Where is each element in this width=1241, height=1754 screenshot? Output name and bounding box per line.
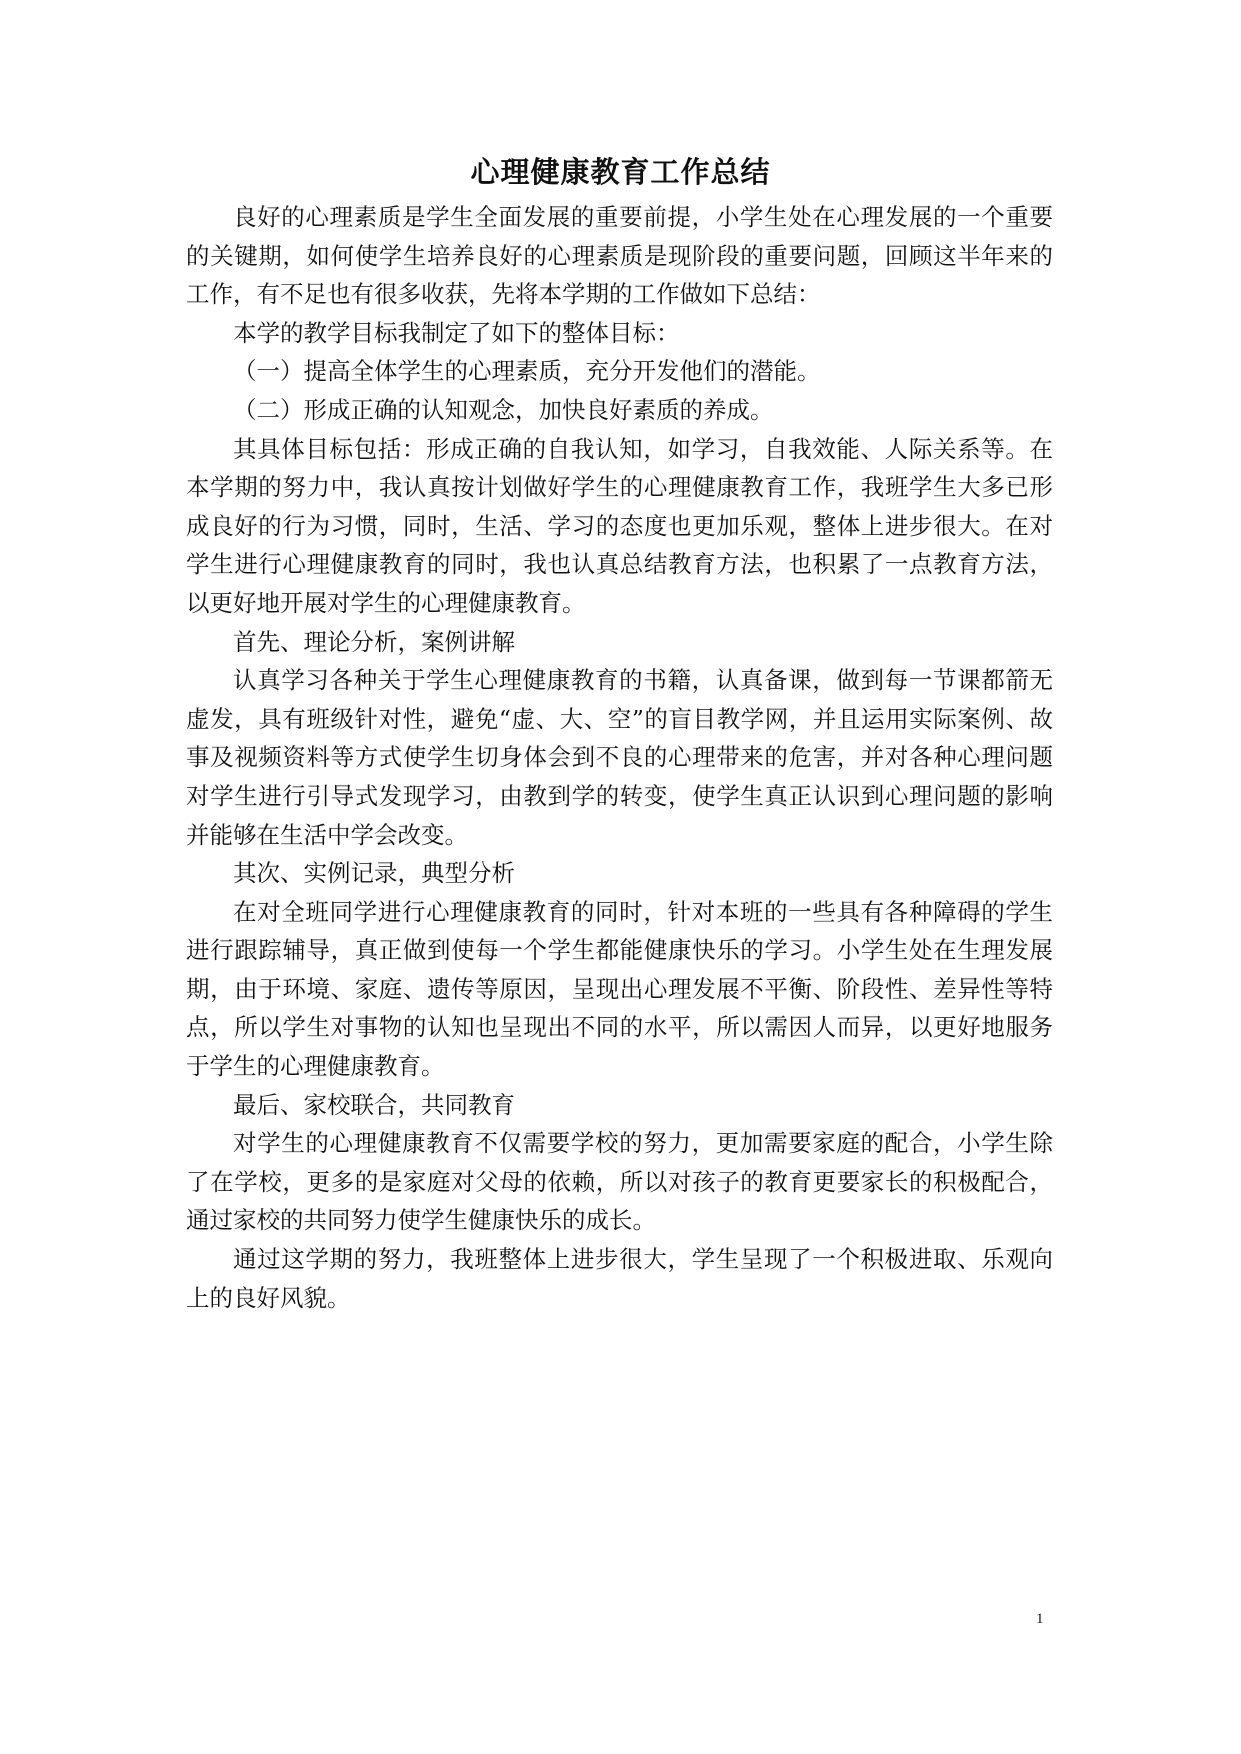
paragraph-specific-goals: 其具体目标包括：形成正确的自我认知，如学习，自我效能、人际关系等。在本学期的努力中，我认真按计划做好学生的心理健康教育工作，我班学生大多已形成良好的行为习惯，同时，生活、学习的态度也更加乐观，整体上进步很大。在对学生进行心理健康教育的同时，我也认真总结教育方法，也积累了一点教育方法，以更好地开展对学生的心理健康教育。 [186, 434, 1053, 617]
page-number: 1 [1036, 1611, 1044, 1627]
document-title: 心理健康教育工作总结 [470, 155, 771, 189]
paragraph-section-1-heading: 首先、理论分析，案例讲解 [233, 627, 515, 656]
paragraph-goal-2: （二）形成正确的认知观念，加快良好素质的养成。 [233, 395, 774, 424]
paragraph-intro: 良好的心理素质是学生全面发展的重要前提，小学生处在心理发展的一个重要的关键期，如何使学生培养良好的心理素质是现阶段的重要问题，回顾这半年来的工作，有不足也有很多收获，先将本学期的工作做如下总结： [186, 203, 1053, 309]
paragraph-section-3-heading: 最后、家校联合，共同教育 [233, 1090, 515, 1119]
paragraph-goal-1: （一）提高全体学生的心理素质，充分开发他们的潜能。 [233, 357, 821, 386]
paragraph-section-1-body: 认真学习各种关于学生心理健康教育的书籍，认真备课，做到每一节课都箭无虚发，具有班级针对性，避免“虚、大、空”的盲目教学网，并且运用实际案例、故事及视频资料等方式使学生切身体会到不良的心理带来的危害，并对各种心理问题对学生进行引导式发现学习，由教到学的转变，使学生真正认识到心理问题的影响并能够在生活中学会改变。 [186, 666, 1053, 849]
paragraph-section-2-heading: 其次、实例记录，典型分析 [233, 859, 515, 888]
paragraph-goal-heading: 本学的教学目标我制定了如下的整体目标： [233, 318, 680, 347]
paragraph-conclusion: 通过这学期的努力，我班整体上进步很大，学生呈现了一个积极进取、乐观向上的良好风貌。 [186, 1245, 1053, 1312]
document-body [186, 198, 1053, 1317]
paragraph-section-3-body: 对学生的心理健康教育不仅需要学校的努力，更加需要家庭的配合，小学生除了在学校，更多的是家庭对父母的依赖，所以对孩子的教育更要家长的积极配合，通过家校的共同努力使学生健康快乐的成长。 [186, 1129, 1053, 1235]
paragraph-section-2-body: 在对全班同学进行心理健康教育的同时，针对本班的一些具有各种障碍的学生进行跟踪辅导，真正做到使每一个学生都能健康快乐的学习。小学生处在生理发展期，由于环境、家庭、遗传等原因，呈现出心理发展不平衡、阶段性、差异性等特点，所以学生对事物的认知也呈现出不同的水平，所以需因人而异，以更好地服务于学生的心理健康教育。 [186, 897, 1053, 1081]
